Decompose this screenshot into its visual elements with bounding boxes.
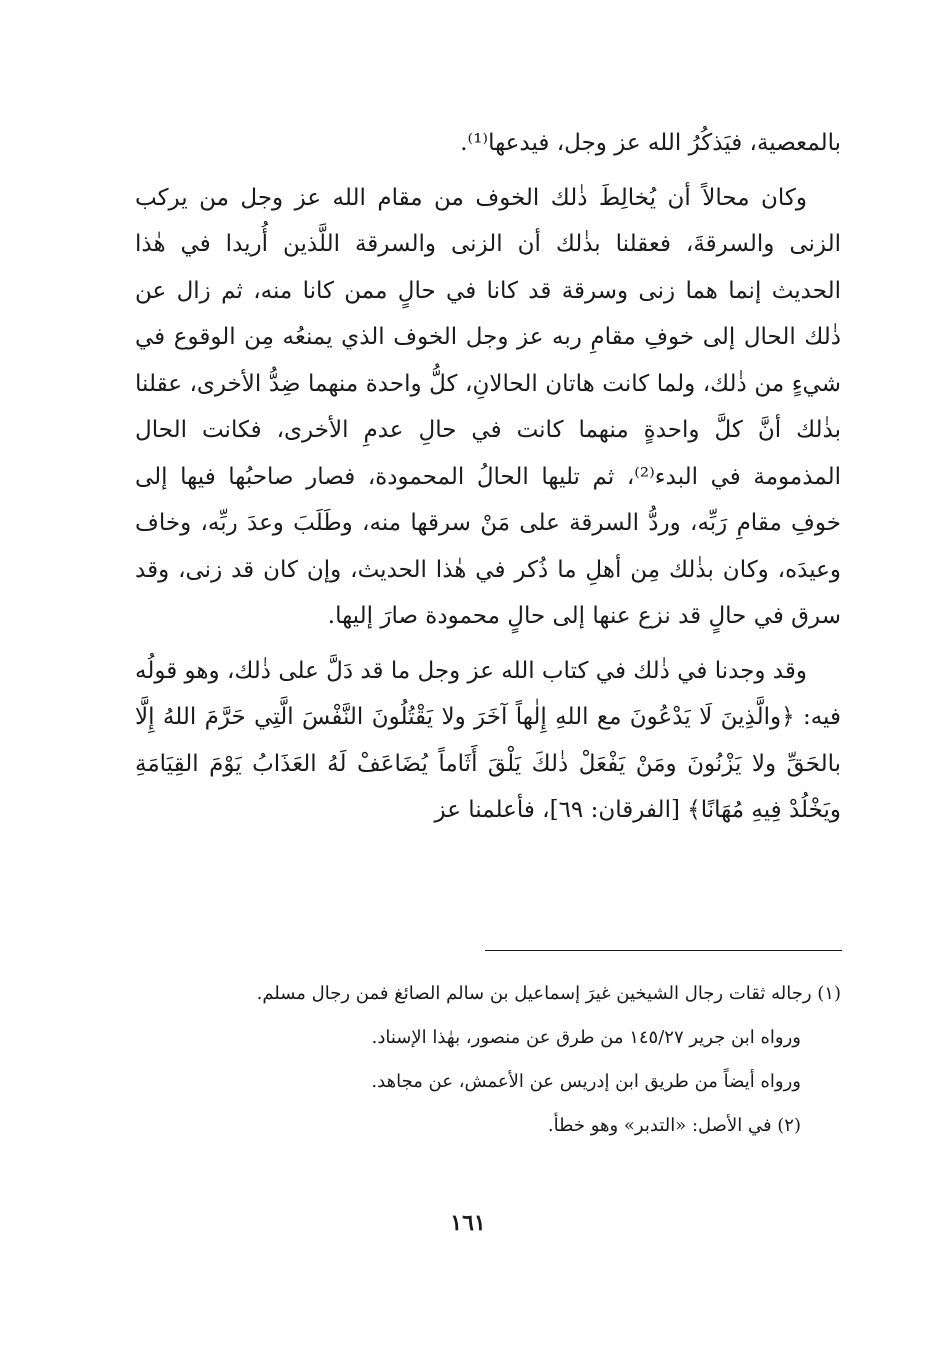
page-number: ١٦١ bbox=[450, 1210, 486, 1236]
footnote-2: (٢) في الأصل: «التدبر» وهو خطأ. bbox=[547, 1115, 801, 1136]
footnotes bbox=[135, 972, 841, 1148]
footnote-1-ibn-jarir: ورواه ابن جرير ١٤٥/٢٧ من طرق عن منصور، بهٰذا الإسناد. bbox=[371, 1027, 801, 1048]
paragraph-quran-evidence: وقد وجدنا في ذٰلك في كتاب الله عز وجل ما قد دَلَّ على ذٰلك، وهو قولُه فيه: ﴿والَّذِينَ لَا يَدْعُونَ مع اللهِ إِلٰهاً آخَرَ ولا يَقْتُلُونَ النَّفْسَ الَّتِي حَرَّمَ اللهُ إِلَّا بالحَقِّ ولا يَزْنُونَ ومَنْ يَفْعَلْ ذٰلكَ يَلْقَ أَثَاماً يُضَاعَفْ لَهُ العَذَابُ يَوْمَ القِيَامَةِ ويَخْلُدْ فِيهِ مُهَانًا﴾ [الفرقان: ٦٩]، فأعلمنا عز bbox=[135, 657, 841, 823]
paragraph-impossibility: وكان محالاً أن يُخالِطَ ذٰلك الخوف من مقام الله عز وجل من يركب الزنى والسرقةَ، فعقلنا بذٰلك أن الزنى والسرقة اللَّذين أُريدا في هٰذا الحديث إنما هما زنى وسرقة قد كانا في حالٍ ممن كانا منه، ثم زال عن ذٰلك الحال إلى خوفِ مقامِ ربه عز وجل الخوف الذي يمنعُه مِن الوقوع في شيءٍ من ذٰلك، ولما كانت هاتان الحالانِ، كلُّ واحدة منهما ضِدُّ الأخرى، عقلنا بذٰلك أنَّ كلَّ واحدةٍ منهما كانت في حالِ عدمِ الأخرى، فكانت الحال المذمومة في البدء⁽²⁾، ثم تليها الحالُ المحمودة، فصار صاحبُها فيها إلى خوفِ مقامِ رَبِّه، وردُّ السرقة على مَنْ سرقها منه، وطَلَبَ وعدَ ربِّه، وخاف وعيدَه، وكان بذٰلك مِن أهلِ ما ذُكر في هٰذا الحديث، وإن كان قد زنى، وقد سرق في حالٍ قد نزع عنها إلى حالٍ محمودة صارَ إليها. bbox=[135, 184, 842, 629]
main-text bbox=[135, 120, 841, 842]
footnote-1: (١) رجاله ثقات رجال الشيخين غيرَ إسماعيل بن سالم الصائغ فمن رجال مسلم. bbox=[256, 983, 841, 1004]
paragraph-continuation: بالمعصية، فيَذكُرُ الله عز وجل، فيدعها⁽¹⁾. bbox=[460, 130, 841, 156]
footnote-separator bbox=[485, 950, 842, 951]
footnote-1-ibn-idris: ورواه أيضاً من طريق ابن إدريس عن الأعمش، عن مجاهد. bbox=[371, 1071, 801, 1092]
